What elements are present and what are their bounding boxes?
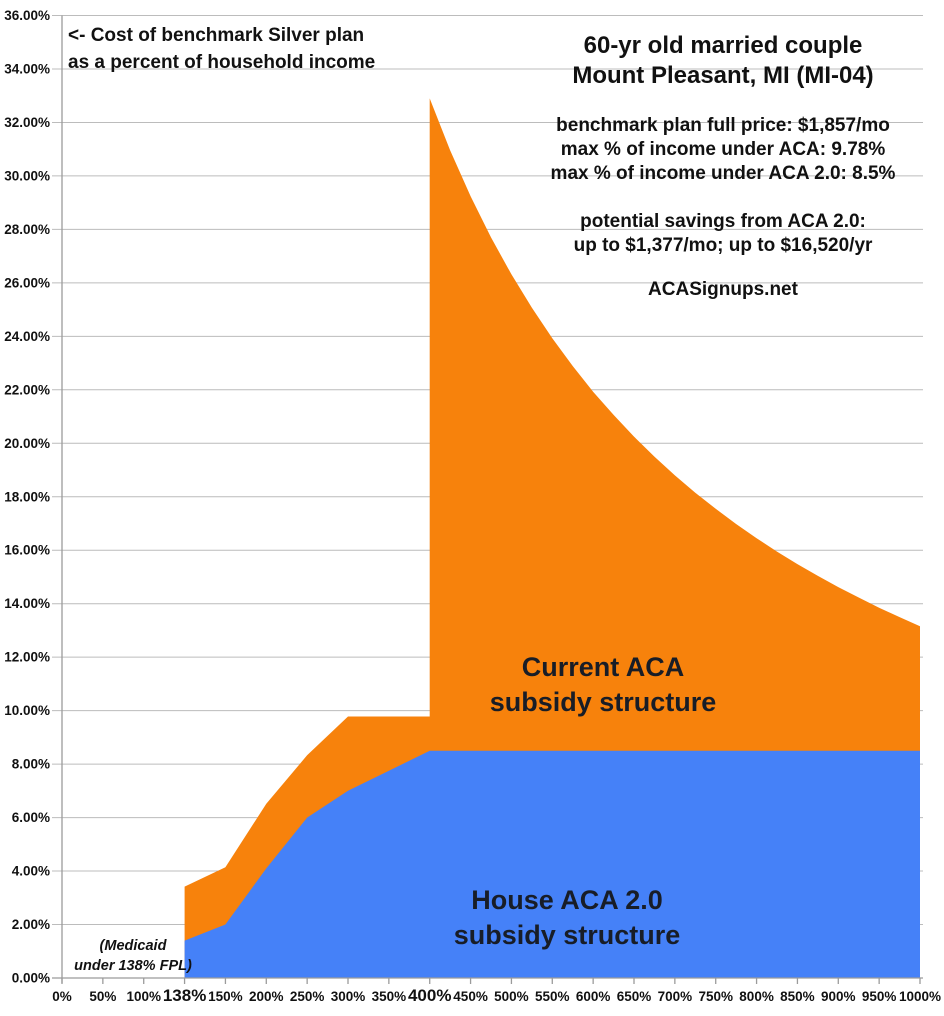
y-tick-label: 26.00% (4, 275, 50, 291)
max-pct-aca-text: max % of income under ACA: 9.78% (560, 139, 886, 160)
medicaid-note-line1: (Medicaid (99, 938, 167, 954)
y-tick-label: 34.00% (4, 61, 50, 77)
chart-title-line2: Mount Pleasant, MI (MI-04) (572, 62, 874, 89)
x-tick-label: 650% (616, 989, 652, 1004)
y-tick-label: 36.00% (4, 8, 50, 23)
max-pct-aca20-text: max % of income under ACA 2.0: 8.5% (550, 163, 896, 184)
x-tick-label: 750% (698, 989, 733, 1004)
current-aca-label-line2: subsidy structure (489, 687, 717, 717)
chart-title (572, 31, 873, 91)
benchmark-price-text: benchmark plan full price: $1,857/mo (556, 115, 890, 136)
site-watermark: ACASignups.net (648, 279, 798, 300)
y-tick-label: 10.00% (4, 703, 50, 719)
y-tick-label: 22.00% (4, 382, 50, 398)
x-tick-label: 138% (162, 986, 207, 1005)
x-tick-label: 0% (52, 989, 72, 1004)
x-tick-label: 800% (739, 989, 774, 1004)
aca20-label-line1: House ACA 2.0 (471, 885, 663, 915)
y-tick-label: 20.00% (4, 435, 50, 451)
y-tick-label: 0.00% (11, 970, 50, 986)
x-tick-label: 150% (208, 989, 243, 1004)
y-axis-note (68, 22, 375, 76)
y-tick-label: 4.00% (11, 863, 50, 879)
x-tick-label: 1000% (898, 989, 942, 1004)
x-tick-label: 500% (494, 989, 529, 1004)
x-tick-label: 900% (821, 989, 856, 1004)
y-axis-note-line2: as a percent of household income (68, 52, 376, 73)
y-tick-label: 12.00% (4, 649, 50, 665)
y-tick-label: 8.00% (11, 756, 50, 772)
y-tick-label: 28.00% (4, 221, 50, 237)
chart-title-line1: 60-yr old married couple (583, 32, 863, 59)
x-tick-label: 600% (575, 989, 611, 1004)
x-tick-label: 450% (453, 989, 488, 1004)
x-tick-label: 700% (657, 989, 693, 1004)
y-tick-label: 2.00% (11, 917, 50, 933)
current-aca-label-line1: Current ACA (521, 652, 685, 682)
potential-savings (574, 210, 873, 258)
y-tick-label: 6.00% (11, 810, 50, 826)
x-tick-label: 300% (330, 989, 366, 1004)
x-tick-label: 550% (535, 989, 570, 1004)
x-tick-label: 350% (371, 989, 407, 1004)
y-tick-label: 16.00% (4, 542, 50, 558)
medicaid-note-line2: under 138% FPL) (74, 958, 192, 974)
y-tick-label: 24.00% (4, 328, 50, 344)
benchmark-stats (551, 114, 896, 186)
y-tick-label: 30.00% (4, 168, 50, 184)
x-tick-label: 200% (249, 989, 284, 1004)
x-tick-label: 100% (126, 989, 161, 1004)
aca20-area-label (454, 883, 681, 953)
medicaid-note (74, 936, 192, 976)
y-tick-label: 14.00% (4, 596, 50, 612)
savings-line1: potential savings from ACA 2.0: (580, 211, 866, 232)
x-tick-label: 400% (407, 986, 452, 1005)
aca20-label-line2: subsidy structure (453, 920, 681, 950)
y-tick-label: 18.00% (4, 489, 50, 505)
current-aca-area-label (490, 650, 717, 720)
x-tick-label: 950% (861, 989, 897, 1004)
y-axis-note-line1: <- Cost of benchmark Silver plan (68, 25, 365, 46)
x-tick-label: 850% (780, 989, 815, 1004)
y-tick-label: 32.00% (4, 114, 50, 130)
x-tick-label: 250% (289, 989, 325, 1004)
savings-line2: up to $1,377/mo; up to $16,520/yr (573, 235, 873, 256)
x-tick-label: 50% (89, 989, 117, 1004)
